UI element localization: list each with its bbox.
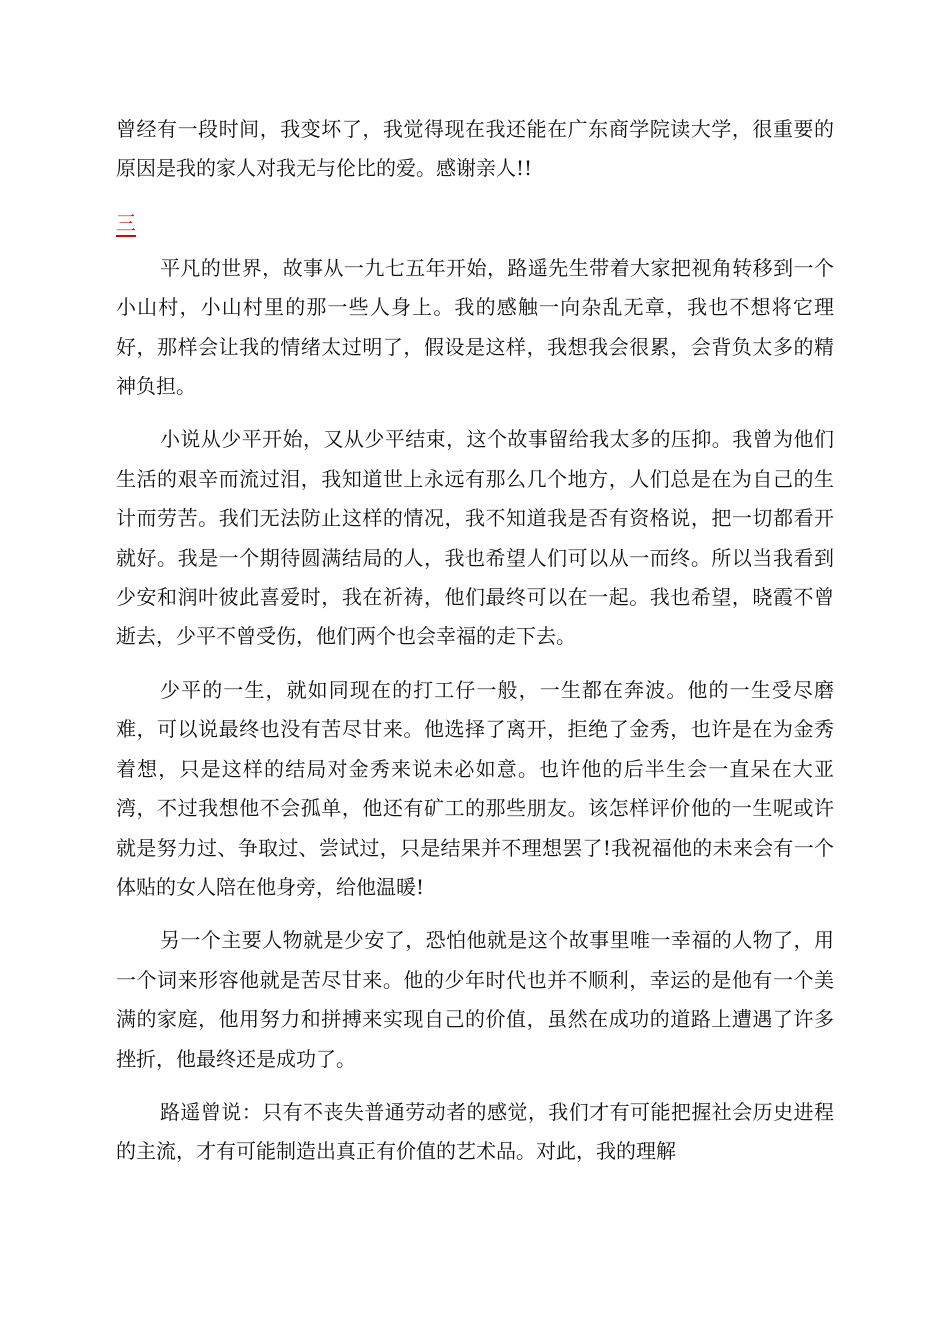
paragraph-continued: 曾经有一段时间，我变坏了，我觉得现在我还能在广东商学院读大学，很重要的原因是我的家人对我无与伦比的爱。感谢亲人!! — [116, 117, 834, 181]
paragraph: 小说从少平开始，又从少平结束，这个故事留给我太多的压抑。我曾为他们生活的艰辛而流过泪，我知道世上永远有那么几个地方，人们总是在为自己的生计而劳苦。我们无法防止这样的情况，我不知道我是否有资格说，把一切都看开就好。我是一个期待圆满结局的人，我也希望人们可以从一而终。所以当我看到少安和润叶彼此喜爱时，我在祈祷，他们最终可以在一起。我也希望，晓霞不曾逝去，少平不曾受伤，他们两个也会幸福的走下去。 — [116, 427, 834, 649]
paragraph: 平凡的世界，故事从一九七五年开始，路遥先生带着大家把视角转移到一个小山村，小山村里的那一些人身上。我的感触一向杂乱无章，我也不想将它理好，那样会让我的情绪太过明了，假设是这样，我想我会很累，会背负太多的精神负担。 — [116, 255, 834, 399]
section-heading — [116, 203, 834, 243]
document-body — [116, 110, 834, 1186]
paragraph: 少平的一生，就如同现在的打工仔一般，一生都在奔波。他的一生受尽磨难，可以说最终也没有苦尽甘来。他选择了离开，拒绝了金秀，也许是在为金秀着想，只是这样的结局对金秀来说未必如意。也许他的后半生会一直呆在大亚湾，不过我想他不会孤单，他还有矿工的那些朋友。该怎样评价他的一生呢或许就是努力过、争取过、尝试过，只是结果并不理想罢了!我祝福他的未来会有一个体贴的女人陪在他身旁，给他温暖! — [116, 677, 834, 899]
paragraph: 路遥曾说：只有不丧失普通劳动者的感觉，我们才有可能把握社会历史进程的主流，才有可能制造出真正有价值的艺术品。对此，我的理解 — [116, 1099, 834, 1164]
paragraph: 另一个主要人物就是少安了，恐怕他就是这个故事里唯一幸福的人物了，用一个词来形容他就是苦尽甘来。他的少年时代也并不顺利，幸运的是他有一个美满的家庭，他用努力和拼搏来实现自己的价值，虽然在成功的道路上遭遇了许多挫折，他最终还是成功了。 — [116, 928, 834, 1071]
section-heading-text: 三 — [116, 210, 136, 235]
